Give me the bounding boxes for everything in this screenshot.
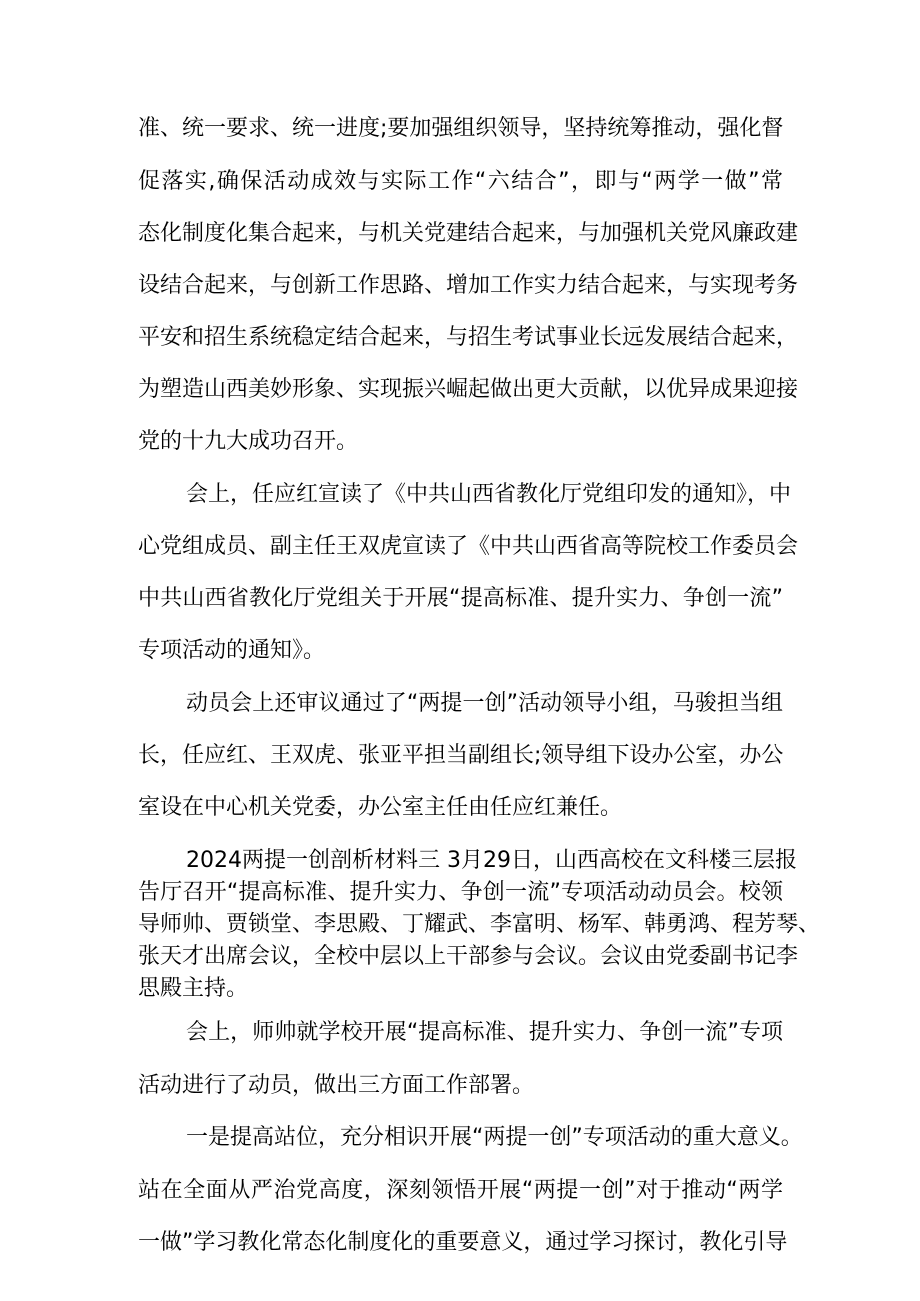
- paragraph-5-line-1: 会上，师帅就学校开展“提高标准、提升实力、争创一流”专项: [186, 1020, 784, 1045]
- paragraph-4-line-4: 张天才出席会议，全校中层以上干部参与会议。会议由党委副书记李: [138, 944, 799, 969]
- paragraph-6-line-2: 站在全面从严治党高度，深刻领悟开展“两提一创”对于推动“两学: [138, 1178, 783, 1203]
- paragraph-4-line-3: 导师帅、贾锁堂、李思殿、丁耀武、李富明、杨军、韩勇鸿、程芳琴、: [138, 912, 821, 937]
- paragraph-3-line-1: 动员会上还审议通过了“两提一创”活动领导小组，马骏担当组: [186, 691, 784, 716]
- paragraph-4-line-5: 思殿主持。: [138, 976, 249, 1001]
- paragraph-1-line-3: 态化制度化集合起来，与机关党建结合起来，与加强机关党风廉政建: [138, 221, 799, 246]
- paragraph-1-line-6: 为塑造山西美妙形象、实现振兴崛起做出更大贡献，以优异成果迎接: [138, 377, 799, 402]
- paragraph-4-line-1: 2024两提一创剖析材料三 3月29日，山西高校在文科楼三层报: [186, 848, 797, 873]
- paragraph-3-line-2: 长，任应红、王双虎、张亚平担当副组长;领导组下设办公室，办公: [138, 743, 784, 768]
- paragraph-1-line-4: 设结合起来，与创新工作思路、增加工作实力结合起来，与实现考务: [138, 273, 799, 298]
- paragraph-2-line-4: 专项活动的通知》。: [138, 638, 326, 663]
- paragraph-1-line-1: 准、统一要求、统一进度;要加强组织领导，坚持统筹推动，强化督: [138, 116, 784, 141]
- paragraph-2-line-3: 中共山西省教化厅党组关于开展“提高标准、提升实力、争创一流”: [138, 586, 783, 611]
- paragraph-4-line-2: 告厅召开“提高标准、提升实力、争创一流”专项活动动员会。校领: [138, 880, 783, 905]
- paragraph-6-line-3: 一做”学习教化常态化制度化的重要意义，通过学习探讨，教化引导: [138, 1230, 788, 1255]
- paragraph-2-line-2: 心党组成员、副主任王双虎宣读了《中共山西省高等院校工作委员会: [138, 534, 799, 559]
- paragraph-6-line-1: 一是提高站位，充分相识开展“两提一创”专项活动的重大意义。: [186, 1125, 803, 1150]
- paragraph-1-line-7: 党的十九大成功召开。: [138, 429, 359, 454]
- paragraph-1-line-2: 促落实,确保活动成效与实际工作“六结合”，即与“两学一做”常: [138, 169, 783, 194]
- paragraph-2-line-1: 会上，任应红宣读了《中共山西省教化厅党组印发的通知》，中: [186, 482, 792, 507]
- paragraph-3-line-3: 室设在中心机关党委，办公室主任由任应红兼任。: [138, 795, 623, 820]
- paragraph-5-line-2: 活动进行了动员，做出三方面工作部署。: [138, 1073, 535, 1098]
- paragraph-1-line-5: 平安和招生系统稳定结合起来，与招生考试事业长远发展结合起来，: [138, 325, 799, 350]
